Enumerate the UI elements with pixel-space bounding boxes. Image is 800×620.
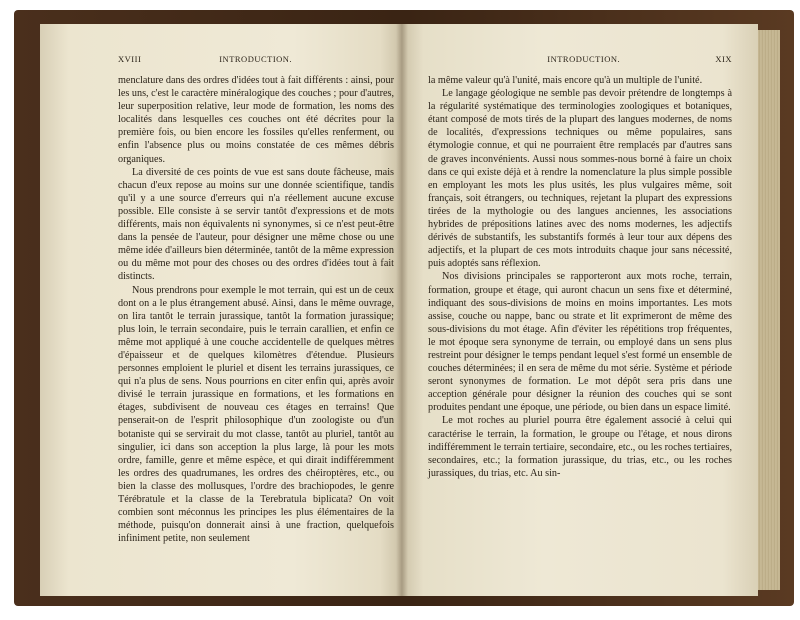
paragraph: Nos divisions principales se rapporteront aux mots roche, terrain, formation, groupe et étage, qui auront chacun un sens fixe et déterminé, indiquant des sous-divisions de moins en moins importantes. Les mots assise, couche ou nappe, banc ou strate et lit exprimeront de même des sous-divisions du mot étage. Afin d'éviter les répétitions trop fréquentes, le mot époque sera synonyme de terrain, ou employé dans un sens plus restreint pour désigner le temps pendant lequel s'est formé un ensemble de couches déterminées; il en sera de même du mot série. Système et période seront synonymes de formation. Le mot dépôt sera pris dans une acception générale pour désigner la réunion des couches qui se sont produites pendant une époque, une période, ou bien dans un espace limité. [428,271,732,414]
paragraph: menclature dans des ordres d'idées tout à fait différents : ainsi, pour les uns, c'est le caractère minéralogique des couches ; pour d'autres, leur superposition relative, leur mode de formation, les noms des localités dans lesquelles ces couches ont été décrites pour la première fois, ou bien encore les fossiles qu'elles renferment, ou enfin l'absence plus ou moins constatée de ces mêmes débris organiques. [118,75,394,165]
left-running-title: INTRODUCTION. [219,54,293,64]
right-page-number: XIX [715,54,732,64]
right-running-head [428,54,732,64]
left-page [40,24,402,596]
paragraph: Le mot roches au pluriel pourra être également associé à celui qui caractérise le terrain, la formation, le groupe ou l'étage, et nous dirons indifféremment le terrain tertiaire, secondaire, etc., ou les roches tertiaires, secondaires, etc.; la formation jurassique, du trias, etc., ou les roches jurassiques, du trias, etc. Au sin- [428,415,732,479]
page-edges [758,30,780,590]
right-page [402,24,758,596]
paragraph: La diversité de ces points de vue est sans doute fâcheuse, mais chacun d'eux repose au moins sur une donnée scientifique, tandis qu'il y a une source d'erreurs qui n'a réellement aucune excuse possible. Elle consiste à se servir tantôt d'expressions et de mots différents, mais non équivalents ni synonymes, si ce n'est peut-être dans la pensée de l'auteur, pour désigner une même chose ou une même idée d'ailleurs bien déterminée, tantôt de la même expression ou du même mot pour des choses ou des ordres d'idées tout à fait distincts. [118,166,394,283]
left-running-head [118,54,394,64]
paragraph: la même valeur qu'à l'unité, mais encore qu'à un multiple de l'unité. [428,75,703,86]
left-page-number: XVIII [118,54,142,64]
paragraph: Nous prendrons pour exemple le mot terrain, qui est un de ceux dont on a le plus étrangement abusé. Ainsi, dans le même ouvrage, on lira tantôt le terrain jurassique, tantôt la formation jurassique; plus loin, le terrain secondaire, puis le terrain carallien, et enfin ce même mot appliqué à une couche accidentelle de quelques mètres d'épaisseur et de quelques kilomètres d'étendue. Plusieurs personnes emploient le pluriel et disent les terrains jurassiques, ce qui n'a plus de sens. Nous pourrions en citer enfin qui, après avoir divisé le terrain jurassique en formations, et les formations en étages, subdivisent de nouveau ces étages en terrains! Que penserait-on de l'esprit philosophique d'un zoologiste ou d'un botaniste qui se servirait du mot classe, tantôt au pluriel, tantôt au singulier, ici dans son acception la plus large, là pour les mots ordre, famille, genre et même espèce, et qui dirait indifféremment les ordres des quadrumanes, les ordres des chéiroptères, etc., ou bien la classe des mollusques, l'ordre des brachiopodes, le genre Térébratule et la classe de la Terebratula biplicata? On voit combien sont méconnus les principes les plus élémentaires de la méthode, puisqu'on donnerait ainsi à une fraction, quelquefois infiniment petite, non seulement [118,284,394,545]
left-page-text [118,74,394,545]
book-gutter [396,24,408,596]
paragraph: Le langage géologique ne semble pas devoir prétendre de longtemps à la régularité systématique des terminologies zoologiques et botaniques, étant composé de mots tirés de la plupart des langues modernes, de noms de localités, d'expressions techniques ou même populaires, sans étymologie connue, et qui ne pourraient être remplacés par d'autres sans de graves inconvénients. Aussi nous sommes-nous borné à faire un choix dans ce qui existe déjà et à rendre la nomenclature la plus simple possible en employant les mots les plus usités, les plus vulgaires même, soit français, soit étrangers, ou techniques, rejetant la plupart des expressions tirées de la mythologie ou des langues anciennes, les associations hybrides de prépositions latines avec des noms modernes, les adjectifs dérivés de substantifs, les substantifs formés à leur tour aux dépens des adjectifs, et la plupart de ces mots introduits chaque jour sans nécessité, puis adoptés sans réflexion. [428,88,732,270]
right-running-title: INTRODUCTION. [547,54,621,64]
right-page-text [428,74,732,480]
